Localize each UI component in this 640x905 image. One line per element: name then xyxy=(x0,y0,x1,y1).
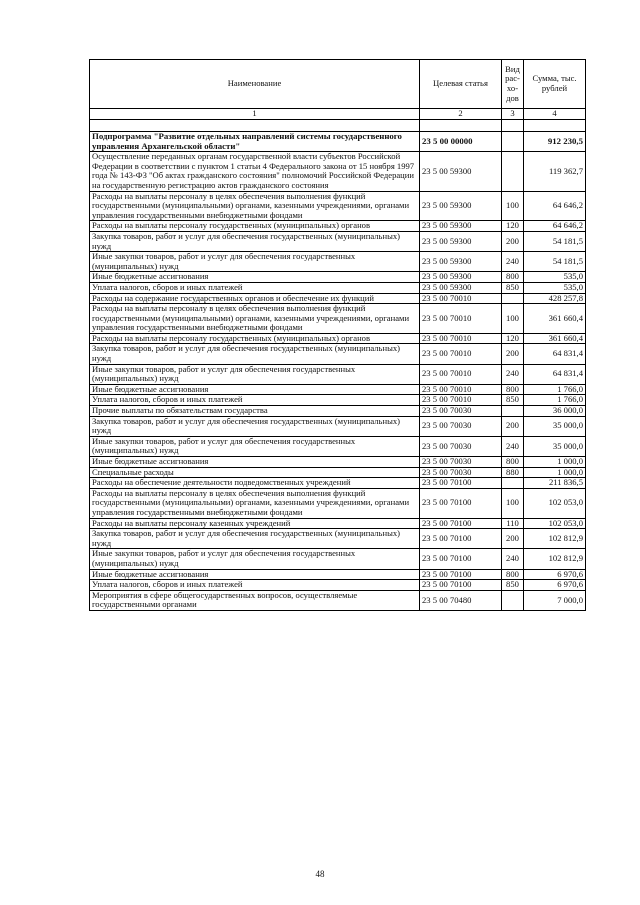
row-target-article: 23 5 00 59300 xyxy=(420,221,502,232)
row-expense-type xyxy=(502,406,524,417)
row-target-article: 23 5 00 70010 xyxy=(420,364,502,384)
page-number: 48 xyxy=(315,869,325,879)
row-sum: 7 000,0 xyxy=(524,590,586,610)
row-expense-type: 800 xyxy=(502,457,524,468)
table-row xyxy=(90,457,586,468)
row-expense-type: 200 xyxy=(502,231,524,251)
row-expense-type xyxy=(502,590,524,610)
table-row xyxy=(90,252,586,272)
row-expense-type: 200 xyxy=(502,529,524,549)
row-sum: 361 660,4 xyxy=(524,333,586,344)
row-name: Иные бюджетные ассигнования xyxy=(90,272,420,283)
row-name: Иные закупки товаров, работ и услуг для обеспечения государственных (муниципальных) нужд xyxy=(90,549,420,569)
row-target-article: 23 5 00 59300 xyxy=(420,152,502,191)
row-sum: 912 230,5 xyxy=(524,132,586,152)
row-expense-type: 110 xyxy=(502,518,524,529)
row-sum: 428 257,8 xyxy=(524,293,586,304)
table-row xyxy=(90,436,586,456)
spacer-cell xyxy=(502,120,524,132)
row-name: Расходы на выплаты персоналу государственных (муниципальных) органов xyxy=(90,333,420,344)
spacer-cell xyxy=(420,120,502,132)
table-row xyxy=(90,569,586,580)
row-name: Закупка товаров, работ и услуг для обеспечения государственных (муниципальных) нужд xyxy=(90,344,420,364)
row-sum: 54 181,5 xyxy=(524,252,586,272)
table-row xyxy=(90,152,586,191)
column-number-row xyxy=(90,109,586,120)
row-sum: 102 812,9 xyxy=(524,549,586,569)
row-sum: 64 831,4 xyxy=(524,344,586,364)
table-row xyxy=(90,221,586,232)
row-name: Иные закупки товаров, работ и услуг для обеспечения государственных (муниципальных) нужд xyxy=(90,364,420,384)
table-row xyxy=(90,293,586,304)
row-sum: 102 053,0 xyxy=(524,488,586,518)
table-row xyxy=(90,529,586,549)
header-sum: Сумма, тыс. рублей xyxy=(524,60,586,109)
row-target-article: 23 5 00 59300 xyxy=(420,231,502,251)
row-name: Расходы на обеспечение деятельности подведомственных учреждений xyxy=(90,478,420,489)
column-number: 1 xyxy=(90,109,420,120)
row-target-article: 23 5 00 70030 xyxy=(420,467,502,478)
row-expense-type: 120 xyxy=(502,221,524,232)
spacer-cell xyxy=(524,120,586,132)
table-row xyxy=(90,191,586,221)
row-expense-type: 200 xyxy=(502,344,524,364)
row-target-article: 23 5 00 70010 xyxy=(420,384,502,395)
row-expense-type: 880 xyxy=(502,467,524,478)
row-target-article: 23 5 00 70480 xyxy=(420,590,502,610)
column-number: 2 xyxy=(420,109,502,120)
row-expense-type: 200 xyxy=(502,416,524,436)
row-expense-type xyxy=(502,293,524,304)
row-sum: 64 646,2 xyxy=(524,221,586,232)
row-name: Иные бюджетные ассигнования xyxy=(90,384,420,395)
row-target-article: 23 5 00 70100 xyxy=(420,488,502,518)
row-name: Иные бюджетные ассигнования xyxy=(90,457,420,468)
header-expense-type: Вид рас- хо- дов xyxy=(502,60,524,109)
row-sum: 535,0 xyxy=(524,282,586,293)
row-sum: 211 836,5 xyxy=(524,478,586,489)
table-row xyxy=(90,467,586,478)
row-target-article: 23 5 00 70100 xyxy=(420,518,502,529)
row-expense-type xyxy=(502,478,524,489)
table-header-row xyxy=(90,60,586,109)
column-number: 4 xyxy=(524,109,586,120)
row-name: Подпрограмма "Развитие отдельных направлений системы государственного управления Архангельской области" xyxy=(90,132,420,152)
row-sum: 1 000,0 xyxy=(524,457,586,468)
table-row xyxy=(90,282,586,293)
row-name: Уплата налогов, сборов и иных платежей xyxy=(90,282,420,293)
table-row xyxy=(90,549,586,569)
row-expense-type: 800 xyxy=(502,384,524,395)
table-row xyxy=(90,364,586,384)
row-name: Прочие выплаты по обязательствам государства xyxy=(90,406,420,417)
row-target-article: 23 5 00 70030 xyxy=(420,457,502,468)
row-expense-type: 240 xyxy=(502,436,524,456)
row-name: Закупка товаров, работ и услуг для обеспечения государственных (муниципальных) нужд xyxy=(90,416,420,436)
row-name: Расходы на выплаты персоналу в целях обеспечения выполнения функций государственными (муниципальными) органами, казенными учреждениями, органами управления государственными внебюджетными фондами xyxy=(90,191,420,221)
row-target-article: 23 5 00 70100 xyxy=(420,549,502,569)
row-target-article: 23 5 00 59300 xyxy=(420,191,502,221)
table-row xyxy=(90,406,586,417)
row-expense-type: 120 xyxy=(502,333,524,344)
row-name: Иные бюджетные ассигнования xyxy=(90,569,420,580)
table-row xyxy=(90,384,586,395)
row-sum: 64 831,4 xyxy=(524,364,586,384)
row-name: Уплата налогов, сборов и иных платежей xyxy=(90,580,420,591)
row-target-article: 23 5 00 70010 xyxy=(420,293,502,304)
row-expense-type: 100 xyxy=(502,488,524,518)
row-sum: 1 766,0 xyxy=(524,384,586,395)
row-target-article: 23 5 00 70100 xyxy=(420,580,502,591)
row-expense-type: 100 xyxy=(502,304,524,334)
row-sum: 102 812,9 xyxy=(524,529,586,549)
table-row xyxy=(90,580,586,591)
row-target-article: 23 5 00 59300 xyxy=(420,282,502,293)
row-name: Уплата налогов, сборов и иных платежей xyxy=(90,395,420,406)
column-number: 3 xyxy=(502,109,524,120)
row-expense-type xyxy=(502,152,524,191)
row-sum: 6 970,6 xyxy=(524,569,586,580)
row-sum: 361 660,4 xyxy=(524,304,586,334)
table-row xyxy=(90,478,586,489)
row-name: Закупка товаров, работ и услуг для обеспечения государственных (муниципальных) нужд xyxy=(90,231,420,251)
table-row xyxy=(90,416,586,436)
table-row xyxy=(90,333,586,344)
row-target-article: 23 5 00 70010 xyxy=(420,304,502,334)
table-row xyxy=(90,518,586,529)
spacer-row xyxy=(90,120,586,132)
row-expense-type: 800 xyxy=(502,569,524,580)
row-sum: 1 766,0 xyxy=(524,395,586,406)
table-row xyxy=(90,395,586,406)
row-name: Специальные расходы xyxy=(90,467,420,478)
row-name: Расходы на содержание государственных органов и обеспечение их функций xyxy=(90,293,420,304)
header-name: Наименование xyxy=(90,60,420,109)
row-target-article: 23 5 00 70010 xyxy=(420,395,502,406)
spacer-cell xyxy=(90,120,420,132)
row-expense-type xyxy=(502,132,524,152)
row-name: Закупка товаров, работ и услуг для обеспечения государственных (муниципальных) нужд xyxy=(90,529,420,549)
table-row xyxy=(90,488,586,518)
header-target-article: Целевая статья xyxy=(420,60,502,109)
row-sum: 35 000,0 xyxy=(524,436,586,456)
row-name: Расходы на выплаты персоналу в целях обеспечения выполнения функций государственными (муниципальными) органами, казенными учреждениями, органами управления государственными внебюджетными фондами xyxy=(90,488,420,518)
table-row xyxy=(90,304,586,334)
table-row xyxy=(90,590,586,610)
row-name: Расходы на выплаты персоналу казенных учреждений xyxy=(90,518,420,529)
row-expense-type: 100 xyxy=(502,191,524,221)
row-sum: 36 000,0 xyxy=(524,406,586,417)
row-sum: 535,0 xyxy=(524,272,586,283)
row-expense-type: 240 xyxy=(502,364,524,384)
row-target-article: 23 5 00 70100 xyxy=(420,569,502,580)
row-target-article: 23 5 00 59300 xyxy=(420,252,502,272)
row-expense-type: 850 xyxy=(502,282,524,293)
row-name: Мероприятия в сфере общегосударственных вопросов, осуществляемые государственными органами xyxy=(90,590,420,610)
row-name: Расходы на выплаты персоналу в целях обеспечения выполнения функций государственными (муниципальными) органами, казенными учреждениями, органами управления государственными внебюджетными фондами xyxy=(90,304,420,334)
table-row xyxy=(90,344,586,364)
row-sum: 102 053,0 xyxy=(524,518,586,529)
row-target-article: 23 5 00 70100 xyxy=(420,478,502,489)
row-target-article: 23 5 00 70010 xyxy=(420,344,502,364)
row-target-article: 23 5 00 00000 xyxy=(420,132,502,152)
row-target-article: 23 5 00 70030 xyxy=(420,416,502,436)
row-expense-type: 800 xyxy=(502,272,524,283)
table-row xyxy=(90,132,586,152)
row-sum: 6 970,6 xyxy=(524,580,586,591)
table-row xyxy=(90,231,586,251)
table-body xyxy=(90,132,586,611)
row-target-article: 23 5 00 70030 xyxy=(420,436,502,456)
row-expense-type: 850 xyxy=(502,580,524,591)
row-target-article: 23 5 00 70100 xyxy=(420,529,502,549)
row-sum: 35 000,0 xyxy=(524,416,586,436)
row-expense-type: 850 xyxy=(502,395,524,406)
row-expense-type: 240 xyxy=(502,549,524,569)
row-target-article: 23 5 00 59300 xyxy=(420,272,502,283)
row-sum: 1 000,0 xyxy=(524,467,586,478)
row-sum: 119 362,7 xyxy=(524,152,586,191)
row-sum: 64 646,2 xyxy=(524,191,586,221)
budget-table xyxy=(89,59,586,611)
row-expense-type: 240 xyxy=(502,252,524,272)
row-name: Расходы на выплаты персоналу государственных (муниципальных) органов xyxy=(90,221,420,232)
row-name: Иные закупки товаров, работ и услуг для обеспечения государственных (муниципальных) нужд xyxy=(90,252,420,272)
row-sum: 54 181,5 xyxy=(524,231,586,251)
row-target-article: 23 5 00 70010 xyxy=(420,333,502,344)
row-target-article: 23 5 00 70030 xyxy=(420,406,502,417)
row-name: Иные закупки товаров, работ и услуг для обеспечения государственных (муниципальных) нужд xyxy=(90,436,420,456)
table-row xyxy=(90,272,586,283)
row-name: Осуществление переданных органам государственной власти субъектов Российской Федерации в соответствии с пунктом 1 статьи 4 Федерального закона от 15 ноября 1997 года № 143-ФЗ "Об актах гражданского состояния" полномочий Российской Федерации на государственную регистрацию актов гражданского состояния xyxy=(90,152,420,191)
